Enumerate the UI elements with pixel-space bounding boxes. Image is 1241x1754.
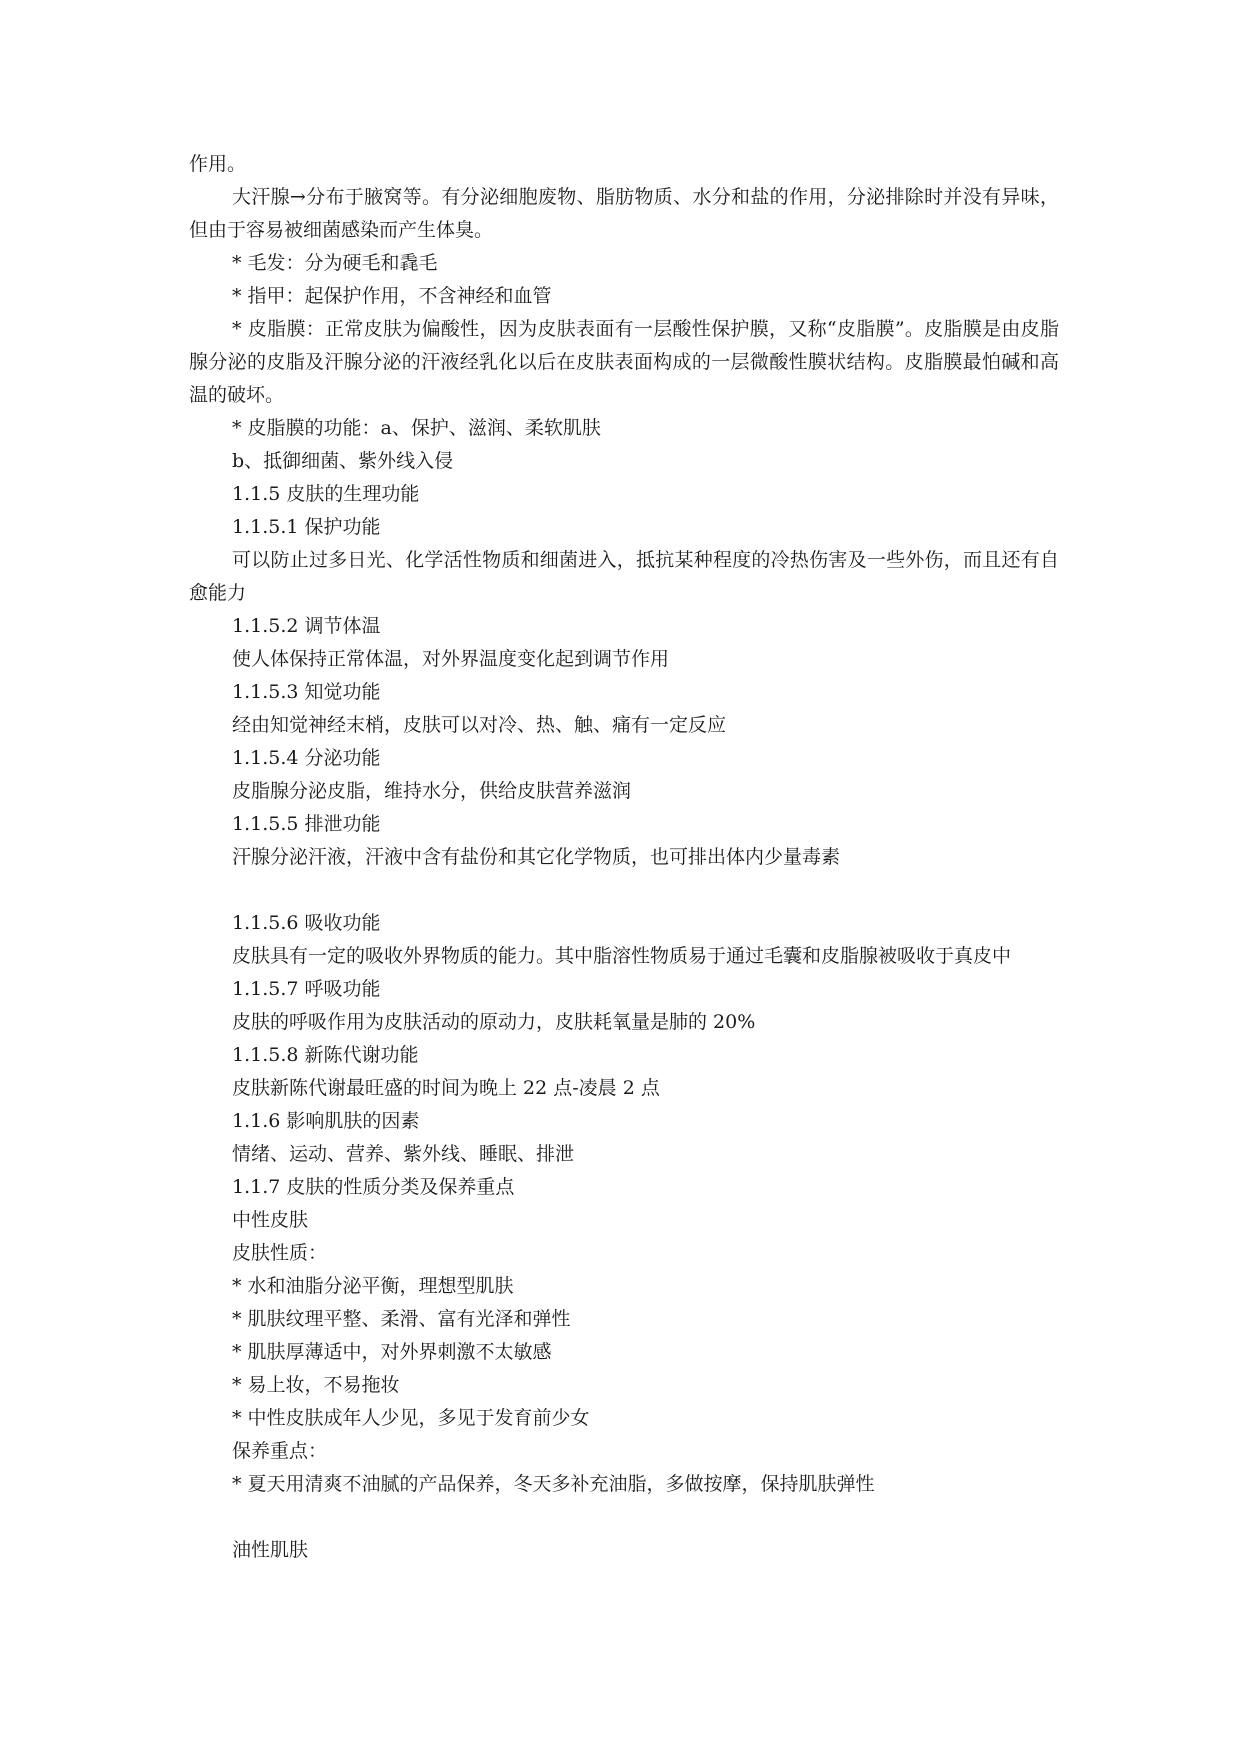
text-line: 作用。 (189, 153, 247, 175)
section-heading: 1.1.6 影响肌肤的因素 (232, 1110, 420, 1132)
blank-line (189, 1501, 1059, 1534)
bullet-item: * 水和油脂分泌平衡，理想型肌肤 (232, 1275, 514, 1297)
bullet-hair: * 毛发：分为硬毛和毳毛 (232, 252, 438, 274)
subsection-heading: 1.1.5.4 分泌功能 (232, 747, 381, 769)
text-line: b、抵御细菌、紫外线入侵 (232, 450, 454, 472)
text-line: 皮脂腺分泌皮脂，维持水分，供给皮肤营养滋润 (232, 780, 632, 802)
section-heading: 1.1.7 皮肤的性质分类及保养重点 (232, 1176, 515, 1198)
text-line: 使人体保持正常体温，对外界温度变化起到调节作用 (232, 648, 670, 670)
bullet-item: * 肌肤纹理平整、柔滑、富有光泽和弹性 (232, 1308, 571, 1330)
bullet-nails: * 指甲：起保护作用，不含神经和血管 (232, 285, 552, 307)
bullet-sebum-function: * 皮脂膜的功能：a、保护、滋润、柔软肌肤 (232, 417, 601, 439)
subsection-heading: 1.1.5.6 吸收功能 (232, 912, 381, 934)
label-line: 皮肤性质： (232, 1242, 328, 1264)
paragraph-apocrine-gland: 大汗腺→分布于腋窝等。有分泌细胞废物、脂肪物质、水分和盐的作用，分泌排除时并没有异味，但由于容易被细菌感染而产生体臭。 (189, 186, 1059, 241)
text-line: 汗腺分泌汗液，汗液中含有盐份和其它化学物质，也可排出体内少量毒素 (232, 846, 841, 868)
bullet-item: * 夏天用清爽不油腻的产品保养，冬天多补充油脂，多做按摩，保持肌肤弹性 (232, 1473, 875, 1495)
text-line: 皮肤的呼吸作用为皮肤活动的原动力，皮肤耗氧量是肺的 20% (232, 1011, 756, 1033)
bullet-item: * 中性皮肤成年人少见，多见于发育前少女 (232, 1407, 590, 1429)
bullet-item: * 肌肤厚薄适中，对外界刺激不太敏感 (232, 1341, 552, 1363)
paragraph-absorption: 皮肤具有一定的吸收外界物质的能力。其中脂溶性物质易于通过毛囊和皮脂腺被吸收于真皮中 (232, 945, 1012, 967)
text-line: 经由知觉神经末梢，皮肤可以对冷、热、触、痛有一定反应 (232, 714, 727, 736)
subsection-heading: 1.1.5.1 保护功能 (232, 516, 381, 538)
label-line: 保养重点： (232, 1440, 328, 1462)
section-heading: 1.1.5 皮肤的生理功能 (232, 483, 420, 505)
bullet-item: * 易上妆，不易拖妆 (232, 1374, 400, 1396)
blank-line (189, 874, 1059, 907)
subsection-heading: 1.1.5.3 知觉功能 (232, 681, 381, 703)
subsection-heading: 1.1.5.5 排泄功能 (232, 813, 381, 835)
subsection-heading: 1.1.5.2 调节体温 (232, 615, 381, 637)
paragraph-protection: 可以防止过多日光、化学活性物质和细菌进入，抵抗某种程度的冷热伤害及一些外伤，而且还有自愈能力 (189, 549, 1059, 604)
text-line: 情绪、运动、营养、紫外线、睡眠、排泄 (232, 1143, 575, 1165)
text-line: 皮肤新陈代谢最旺盛的时间为晚上 22 点-凌晨 2 点 (232, 1077, 660, 1099)
subsection-heading: 1.1.5.8 新陈代谢功能 (232, 1044, 419, 1066)
subsection-heading: 1.1.5.7 呼吸功能 (232, 978, 381, 1000)
skin-type-heading: 中性皮肤 (232, 1209, 309, 1231)
skin-type-heading: 油性肌肤 (232, 1539, 309, 1561)
document-page (189, 148, 1059, 1567)
paragraph-sebum-film: * 皮脂膜：正常皮肤为偏酸性，因为皮肤表面有一层酸性保护膜，又称“皮脂膜”。皮脂膜是由皮脂腺分泌的皮脂及汗腺分泌的汗液经乳化以后在皮肤表面构成的一层微酸性膜状结构。皮脂膜最怕碱和高温的破坏。 (189, 318, 1059, 406)
